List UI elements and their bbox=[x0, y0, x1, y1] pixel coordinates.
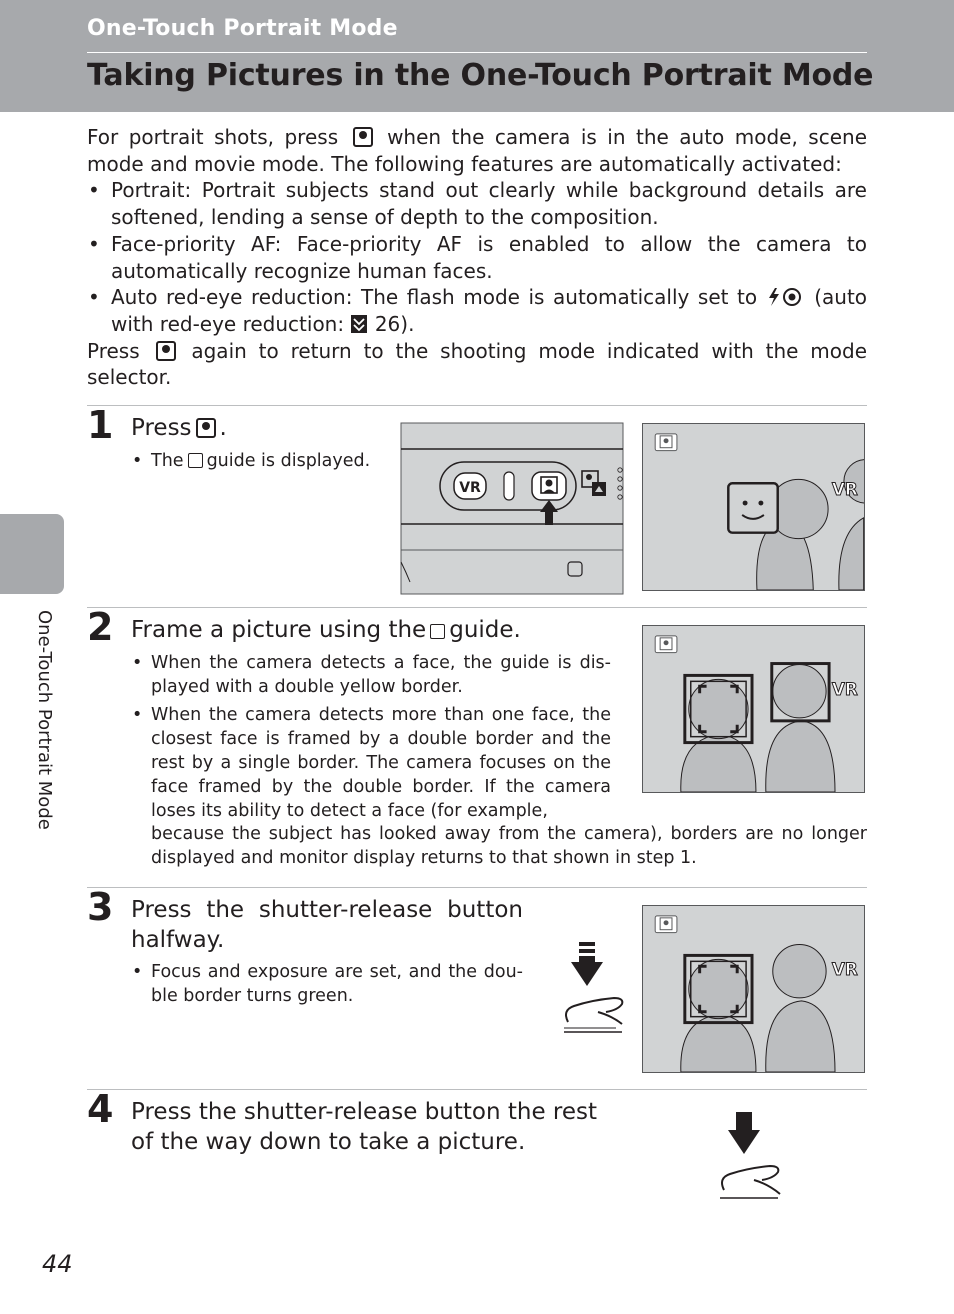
step-number: 2 bbox=[87, 605, 114, 649]
section-title: One-Touch Portrait Mode bbox=[87, 16, 398, 41]
vr-button-label: VR bbox=[459, 480, 481, 496]
list-item: • Portrait: Portrait subjects stand out clearly while background details are softened, lending a sense of depth to the composition. bbox=[87, 177, 867, 230]
intro-paragraph bbox=[87, 124, 867, 177]
page-header bbox=[0, 0, 954, 112]
monitor-preview-step3 bbox=[642, 905, 865, 1073]
intro-text-a: For portrait shots, press bbox=[87, 125, 339, 149]
step-bullets bbox=[131, 960, 523, 1008]
step-divider bbox=[87, 607, 867, 608]
step-title-text: . bbox=[219, 415, 227, 441]
step-title bbox=[131, 615, 521, 645]
bullet-continuation: because the subject has looked away from the camera), borders are no longer displayed and monitor display returns to that shown in step 1. bbox=[151, 824, 867, 868]
intro-text bbox=[87, 124, 867, 391]
step-divider bbox=[87, 887, 867, 888]
monitor-preview-step1 bbox=[642, 423, 865, 591]
camera-body-illustration bbox=[400, 422, 624, 596]
face-guide-icon bbox=[430, 624, 445, 639]
page-title: Taking Pictures in the One-Touch Portrait Mode bbox=[87, 58, 874, 93]
page-number: 44 bbox=[42, 1250, 73, 1278]
page-reference-icon bbox=[350, 314, 368, 334]
portrait-button-icon bbox=[353, 127, 373, 147]
step-number: 3 bbox=[87, 885, 114, 929]
intro-text-b: when the camera is in the auto mode, scene mode and movie mode. The following features are automatically activated: bbox=[87, 125, 868, 176]
portrait-button-icon bbox=[196, 418, 216, 438]
bullet-text: (auto with red-eye reduction: bbox=[111, 285, 868, 336]
face-guide-icon bbox=[188, 453, 203, 468]
monitor-preview-step2 bbox=[642, 625, 865, 793]
step-bullets bbox=[131, 651, 611, 823]
step-divider bbox=[87, 405, 867, 406]
list-item: • Face-priority AF: Face-priority AF is enabled to allow the camera to automatically recognize human faces. bbox=[87, 231, 867, 284]
header-divider bbox=[87, 52, 867, 53]
intro-paragraph bbox=[87, 338, 867, 391]
shutter-half-press-icon bbox=[558, 940, 630, 1036]
step-title: Press the shutter-release button the rest of the way down to take a picture. bbox=[131, 1099, 598, 1155]
chapter-tab bbox=[0, 514, 64, 594]
feature-list bbox=[87, 177, 867, 337]
vr-indicator-label: VR bbox=[831, 679, 858, 700]
list-item: • Focus and exposure are set, and the dou-ble border turns green. bbox=[131, 960, 523, 1008]
step-bullets bbox=[131, 449, 391, 473]
list-item: • When the camera detects a face, the guide is dis-played with a double yellow border. bbox=[131, 651, 611, 699]
step-title bbox=[131, 413, 227, 443]
bullet-text: Auto red-eye reduction: The flash mode is automatically set to bbox=[111, 285, 758, 310]
intro-text-d: again to return to the shooting mode indicated with the mode selector. bbox=[87, 338, 868, 390]
intro-text-c: Press bbox=[87, 338, 140, 363]
page-reference: 26). bbox=[374, 311, 415, 336]
portrait-button-icon bbox=[156, 341, 176, 361]
list-item bbox=[131, 449, 391, 473]
shutter-full-press-icon bbox=[716, 1110, 788, 1202]
step-number: 4 bbox=[87, 1087, 114, 1131]
vr-indicator-label: VR bbox=[831, 959, 858, 980]
step-divider bbox=[87, 1089, 867, 1090]
step-number: 1 bbox=[87, 403, 114, 447]
list-item: • When the camera detects more than one face, the closest face is framed by a double border and the rest by a single border. The camera focuses on the face framed by the double border. If the camera loses its ability to detect a face (for example, bbox=[131, 703, 611, 823]
step-title-text: guide. bbox=[449, 617, 521, 643]
step-title: Press the shutter-release button halfway. bbox=[131, 897, 523, 953]
step-title-text: Frame a picture using the bbox=[131, 617, 427, 643]
bullet-text: The bbox=[151, 451, 184, 471]
flash-red-eye-icon bbox=[766, 287, 806, 307]
bullet-text: guide is displayed. bbox=[206, 451, 371, 471]
list-item bbox=[87, 284, 867, 337]
chapter-label: One-Touch Portrait Mode bbox=[34, 610, 55, 830]
vr-indicator-label: VR bbox=[831, 479, 858, 500]
step-title-text: Press bbox=[131, 415, 192, 441]
